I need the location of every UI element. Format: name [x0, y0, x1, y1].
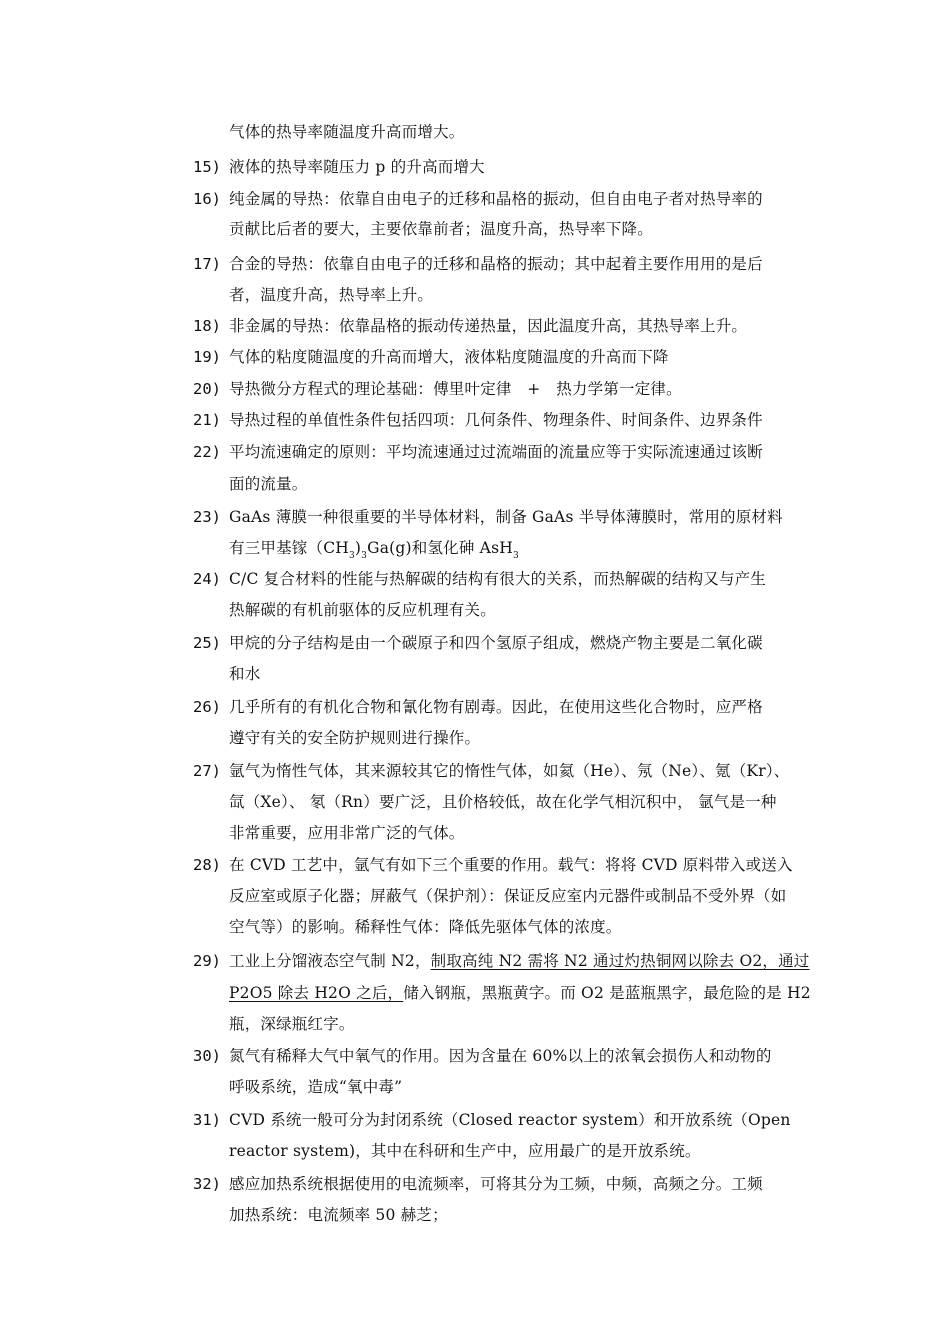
text-line: 导热微分方程式的理论基础：傅里叶定律 + 热力学第一定律。: [229, 380, 682, 398]
plain-text: 储入钢瓶，黑瓶黄字。而 O2 是蓝瓶黑字，最危险的是 H2: [403, 984, 811, 1002]
text-line: 非常重要，应用非常广泛的气体。: [229, 824, 465, 842]
formula-text: 有三甲基镓（CH: [229, 539, 349, 557]
item-number: 16): [193, 190, 221, 208]
text-line: 空气等）的影响。稀释性气体：降低先驱体气体的浓度。: [229, 918, 622, 936]
text-line: 在 CVD 工艺中，氩气有如下三个重要的作用。载气：将将 CVD 原料带入或送入: [229, 856, 793, 874]
text-line: 甲烷的分子结构是由一个碳原子和四个氢原子组成，燃烧产物主要是二氧化碳: [229, 634, 763, 652]
item-number: 26): [193, 698, 221, 716]
item-number: 20): [193, 380, 221, 398]
text-line: CVD 系统一般可分为封闭系统（Closed reactor system）和开放系统（Open: [229, 1111, 791, 1129]
text-line: 面的流量。: [229, 475, 308, 493]
text-line: 加热系统：电流频率 50 赫芝；: [229, 1206, 448, 1224]
text-line: 瓶，深绿瓶红字。: [229, 1015, 355, 1033]
text-line: 热解碳的有机前驱体的反应机理有关。: [229, 601, 496, 619]
subscript: 3: [348, 551, 355, 561]
text-line: 几乎所有的有机化合物和氰化物有剧毒。因此，在使用这些化合物时，应严格: [229, 698, 763, 716]
text-line: 非金属的导热：依靠晶格的振动传递热量，因此温度升高，其热导率上升。: [229, 317, 748, 335]
formula-text: Ga(g)和氢化砷 AsH: [367, 539, 513, 557]
item-number: 17): [193, 255, 221, 273]
text-line: 贡献比后者的要大，主要依靠前者；温度升高，热导率下降。: [229, 220, 653, 238]
text-line: C/C 复合材料的性能与热解碳的结构有很大的关系，而热解碳的结构又与产生: [229, 570, 767, 588]
text-line-mixed: [229, 983, 811, 1003]
item-number: 22): [193, 443, 221, 461]
text-line: 和水: [229, 665, 261, 683]
text-line: 合金的导热：依靠自由电子的迁移和晶格的振动；其中起着主要作用用的是后: [229, 255, 763, 273]
text-line: 者，温度升高，热导率上升。: [229, 286, 434, 304]
item-number: 27): [193, 762, 221, 780]
plain-text: 工业上分馏液态空气制 N2，: [229, 952, 431, 970]
item-number: 24): [193, 570, 221, 588]
item-number: 29): [193, 952, 221, 970]
text-line: 氮气有稀释大气中氧气的作用。因为含量在 60%以上的浓氧会损伤人和动物的: [229, 1047, 772, 1065]
item-number: 18): [193, 317, 221, 335]
item-number: 19): [193, 348, 221, 366]
item-number: 32): [193, 1175, 221, 1193]
item-number: 28): [193, 856, 221, 874]
text-line-mixed: [229, 951, 810, 971]
item-number: 30): [193, 1047, 221, 1065]
subscript: 3: [512, 551, 519, 561]
text-line: 液体的热导率随压力 p 的升高而增大: [229, 158, 485, 176]
text-line: 氩气为惰性气体，其来源较其它的惰性气体，如氦（He）、氖（Ne）、氪（Kr）、: [229, 762, 790, 780]
text-line-formula: [229, 538, 519, 566]
item-number: 23): [193, 508, 221, 526]
text-line: 遵守有关的安全防护规则进行操作。: [229, 729, 481, 747]
underlined-text: 制取高纯 N2 需将 N2 通过灼热铜网以除去 O2，通过: [430, 952, 810, 970]
text-line: 氙（Xe）、 氡（Rn）要广泛，且价格较低，故在化学气相沉积中， 氩气是一种: [229, 793, 777, 811]
text-line: 导热过程的单值性条件包括四项：几何条件、物理条件、时间条件、边界条件: [229, 411, 763, 429]
text-line: 纯金属的导热：依靠自由电子的迁移和晶格的振动，但自由电子者对热导率的: [229, 190, 763, 208]
underlined-text: P2O5 除去 H2O 之后，: [229, 984, 404, 1002]
text-line: 气体的热导率随温度升高而增大。: [229, 123, 465, 141]
item-number: 21): [193, 411, 221, 429]
text-line: 呼吸系统，造成“氧中毒”: [229, 1078, 403, 1096]
text-line: 气体的粘度随温度的升高而增大，液体粘度随温度的升高而下降: [229, 348, 669, 366]
text-line: reactor system)，其中在科研和生产中，应用最广的是开放系统。: [229, 1142, 701, 1160]
formula-text: ): [354, 539, 362, 557]
text-line: 感应加热系统根据使用的电流频率，可将其分为工频，中频，高频之分。工频: [229, 1175, 763, 1193]
item-number: 25): [193, 634, 221, 652]
item-number: 15): [193, 158, 221, 176]
text-line: 平均流速确定的原则：平均流速通过过流端面的流量应等于实际流速通过该断: [229, 443, 763, 461]
text-line: GaAs 薄膜一种很重要的半导体材料，制备 GaAs 半导体薄膜时，常用的原材料: [229, 508, 783, 526]
text-line: 反应室或原子化器；屏蔽气（保护剂）：保证反应室内元器件或制品不受外界（如: [229, 887, 787, 905]
subscript: 3: [361, 551, 368, 561]
item-number: 31): [193, 1111, 221, 1129]
